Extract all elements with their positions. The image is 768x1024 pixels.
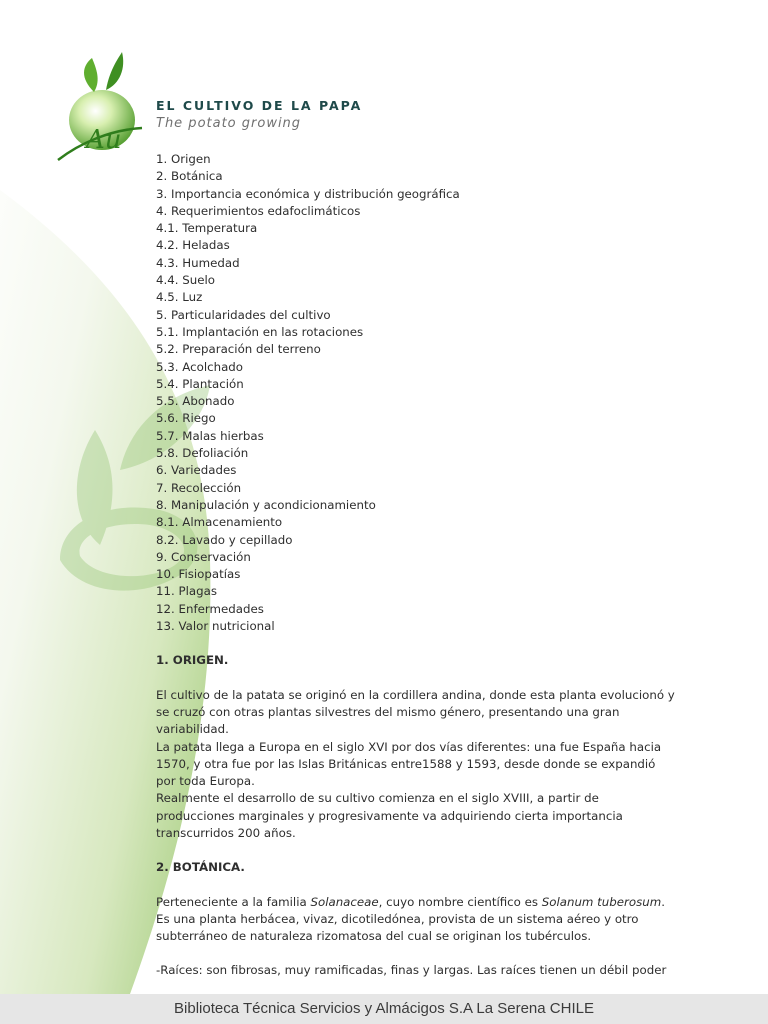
toc-item: 4.3. Humedad — [156, 255, 240, 270]
paragraph-botanica — [156, 894, 676, 946]
origen-line: producciones marginales y progresivamente va adquiriendo cierta importancia — [156, 808, 623, 823]
toc-item: 13. Valor nutricional — [156, 619, 275, 634]
botanica-line: subterráneo de naturaleza rizomatosa del cual se originan los tubérculos. — [156, 929, 592, 944]
table-of-contents — [156, 151, 676, 635]
botanica-intro-line: Perteneciente a la familia Solanaceae, cuyo nombre científico es Solanum tuberosum. — [156, 894, 665, 909]
toc-item: 9. Conservación — [156, 549, 251, 564]
footer-bar — [0, 994, 768, 1024]
toc-item: 8. Manipulación y acondicionamiento — [156, 497, 376, 512]
toc-item: 5.8. Defoliación — [156, 446, 249, 461]
toc-item: 4.1. Temperatura — [156, 221, 258, 236]
paragraph-origen — [156, 687, 676, 843]
toc-item: 2. Botánica — [156, 169, 223, 184]
toc-item: 8.2. Lavado y cepillado — [156, 532, 293, 547]
origen-line: 1570, y otra fue por las Islas Británicas entre1588 y 1593, desde donde se expandió — [156, 756, 656, 771]
paragraph-raices — [156, 962, 676, 979]
toc-item: 3. Importancia económica y distribución geográfica — [156, 186, 460, 201]
origen-line: variabilidad. — [156, 722, 229, 737]
toc-item: 4.5. Luz — [156, 290, 203, 305]
toc-item: 7. Recolección — [156, 480, 242, 495]
logo-icon — [50, 48, 150, 168]
toc-item: 5.5. Abonado — [156, 394, 235, 409]
section-title-botanica: 2. BOTÁNICA. — [156, 860, 245, 875]
toc-item: 8.1. Almacenamiento — [156, 515, 283, 530]
section-title-origen: 1. ORIGEN. — [156, 653, 229, 668]
toc-item: 5.6. Riego — [156, 411, 216, 426]
footer-text: Biblioteca Técnica Servicios y Almácigos S.A La Serena CHILE — [174, 1000, 594, 1017]
document-subtitle: The potato growing — [156, 116, 302, 131]
botanica-line: Es una planta herbácea, vivaz, dicotiledónea, provista de un sistema aéreo y otro — [156, 911, 639, 926]
toc-item: 11. Plagas — [156, 584, 217, 599]
toc-item: 10. Fisiopatías — [156, 567, 241, 582]
toc-item: 4.4. Suelo — [156, 273, 215, 288]
origen-line: El cultivo de la patata se originó en la cordillera andina, donde esta planta evolucionó y — [156, 687, 675, 702]
document-header — [156, 98, 362, 131]
toc-item: 5.1. Implantación en las rotaciones — [156, 324, 364, 339]
species-name: Solanum tuberosum — [541, 894, 662, 909]
origen-line: por toda Europa. — [156, 774, 255, 789]
origen-line: Realmente el desarrollo de su cultivo comienza en el siglo XVIII, a partir de — [156, 791, 599, 806]
origen-line: La patata llega a Europa en el siglo XVI por dos vías diferentes: una fue España hacia — [156, 739, 662, 754]
toc-item: 5.2. Preparación del terreno — [156, 342, 321, 357]
toc-item: 6. Variedades — [156, 463, 237, 478]
origen-line: se cruzó con otras plantas silvestres del mismo género, presentando una gran — [156, 704, 620, 719]
toc-item: 5.7. Malas hierbas — [156, 428, 264, 443]
document-body — [156, 151, 676, 980]
toc-item: 4.2. Heladas — [156, 238, 230, 253]
toc-item: 5.4. Plantación — [156, 376, 244, 391]
family-name: Solanaceae — [310, 894, 379, 909]
toc-item: 1. Origen — [156, 152, 211, 166]
toc-item: 12. Enfermedades — [156, 601, 264, 616]
toc-item: 4. Requerimientos edafoclimáticos — [156, 203, 361, 218]
document-title: EL CULTIVO DE LA PAPA — [156, 98, 363, 113]
svg-text:Au: Au — [86, 125, 122, 155]
toc-item: 5.3. Acolchado — [156, 359, 244, 374]
origen-line: transcurridos 200 años. — [156, 825, 296, 840]
raices-line: -Raíces: son fibrosas, muy ramificadas, finas y largas. Las raíces tienen un débil poder — [156, 963, 667, 978]
toc-item: 5. Particularidades del cultivo — [156, 307, 331, 322]
